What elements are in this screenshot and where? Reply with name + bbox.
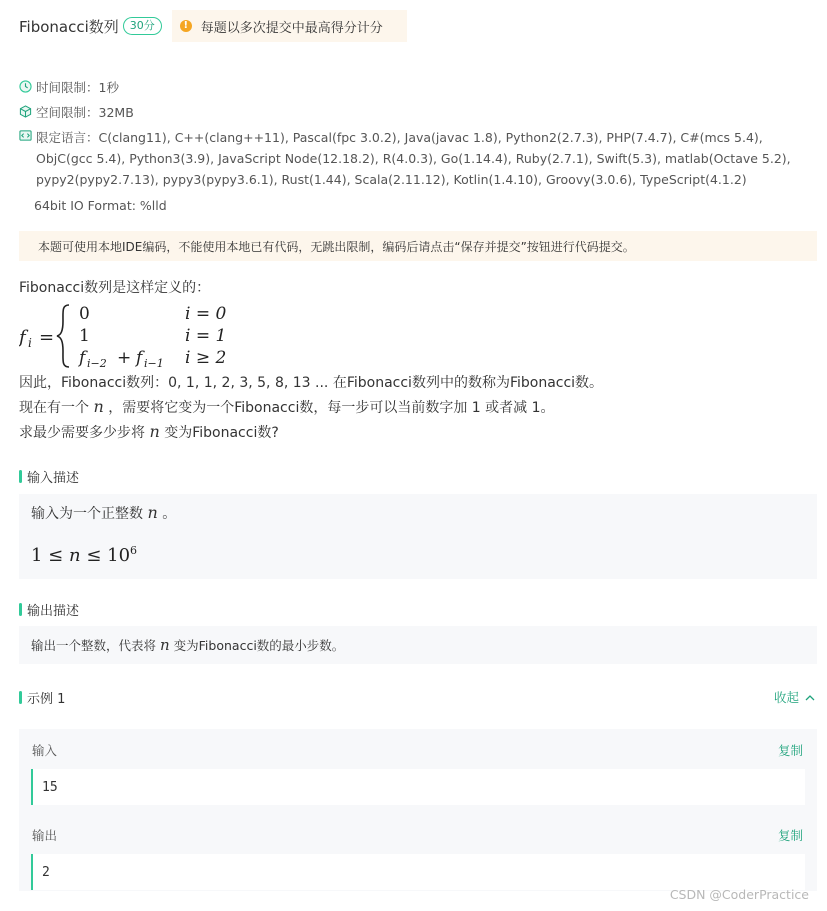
space-limit-text: 空间限制：32MB: [36, 105, 134, 120]
space-limit: [19, 103, 134, 121]
section-bar: [19, 470, 22, 483]
example-output-value: 2: [31, 854, 805, 890]
case1-condition: i = 0: [185, 304, 227, 324]
formula-eq: =: [39, 327, 55, 348]
problem-header: [10, 10, 407, 42]
time-limit: [19, 78, 119, 96]
clock-icon: [19, 80, 32, 93]
example-section-title: [19, 688, 65, 707]
output-section-label: 输出描述: [27, 604, 80, 619]
constraint-b: ≤ 10: [86, 545, 131, 566]
formula-brace: [57, 305, 69, 367]
case3-sub2: i−1: [144, 357, 164, 370]
input-text-a: 输入为一个正整数: [31, 506, 143, 522]
output-text-b: 变为Fibonacci数的最小步数。: [173, 638, 345, 653]
warning-icon: !: [180, 20, 192, 32]
input-text-b: 。: [162, 506, 177, 522]
collapse-button[interactable]: [774, 688, 815, 706]
case3-plus: +: [117, 348, 132, 368]
task-text-a: 现在有一个: [19, 400, 89, 416]
input-description-text: [31, 503, 176, 523]
language-limit-text: 限定语言：C(clang11), C++(clang++11), Pascal(fpc 3.0.2), Java(javac 1.8), Python2(2.7.3), PHP(7.4.7), C#(mcs 5.4), ObjC(gcc 5.4), Python3(3.9), JavaScript Node(12.18.2), R(4.0.3), Go(1.14.4), Ruby(2.7.1), Swift(5.3), matlab(Octave 5.2), pypy2(pypy2.7.13), pypy3(pypy3.6.1), Rust(1.44), Scala(2.11.12), Kotlin(1.4.10), Groovy(3.0.6), TypeScript(4.1.2): [36, 130, 791, 187]
chevron-up-icon: [805, 694, 815, 702]
case3-condition: i ≥ 2: [185, 348, 227, 368]
example-section-label: 示例 1: [27, 692, 66, 707]
input-constraint: [31, 544, 137, 566]
copy-output-button[interactable]: 复制: [777, 828, 803, 843]
problem-title: Fibonacci数列: [19, 17, 119, 36]
output-section-title: [19, 600, 79, 619]
formula-f: f: [19, 327, 26, 348]
code-icon: [19, 129, 32, 142]
description-question: [19, 422, 279, 442]
copy-input-button[interactable]: 复制: [777, 743, 803, 758]
var-n: n: [93, 397, 104, 416]
output-description-text: [31, 636, 344, 654]
question-text-b: 变为Fibonacci数?: [164, 425, 279, 441]
question-text-a: 求最少需要多少步将: [19, 425, 145, 441]
io-format: 64bit IO Format: %lld: [34, 198, 167, 213]
score-badge: 30分: [123, 17, 162, 35]
output-text-a: 输出一个整数，代表将: [31, 638, 157, 653]
input-section-title: [19, 467, 79, 486]
var-n: n: [149, 422, 160, 441]
ide-notice: 本题可使用本地IDE编码，不能使用本地已有代码，无跳出限制，编码后请点击“保存并提交”按钮进行代码提交。: [19, 231, 817, 261]
case2-value: 1: [79, 326, 90, 346]
input-section-label: 输入描述: [27, 471, 80, 486]
watermark: CSDN @CoderPractice: [669, 887, 809, 902]
case3-sub1: i−2: [87, 357, 107, 370]
case1-value: 0: [79, 304, 90, 324]
case2-condition: i = 1: [185, 326, 227, 346]
task-text-b: ，需要将它变为一个Fibonacci数，每一步可以当前数字加 1 或者减 1。: [108, 400, 555, 416]
constraint-exponent: 6: [130, 544, 138, 557]
collapse-label: 收起: [774, 690, 800, 705]
example-input-label: 输入: [32, 743, 58, 758]
example-input-value: 15: [31, 769, 805, 805]
cube-icon: [19, 105, 32, 118]
time-limit-text: 时间限制：1秒: [36, 80, 119, 95]
description-intro: Fibonacci数列是这样定义的：: [19, 280, 211, 296]
input-description-panel: [19, 494, 817, 579]
section-bar: [19, 691, 22, 704]
language-limit: [19, 127, 816, 190]
description-task: [19, 397, 555, 417]
output-description-panel: [19, 626, 817, 664]
example-output-label: 输出: [32, 828, 58, 843]
formula-i: i: [28, 336, 32, 350]
scoring-tip: [172, 10, 407, 42]
var-n: n: [69, 545, 81, 566]
scoring-tip-text: 每题以多次提交中最高得分计分: [200, 20, 383, 36]
var-n: n: [147, 503, 158, 522]
case3-f2: f: [136, 348, 143, 368]
constraint-a: 1 ≤: [31, 545, 64, 566]
case3-f1: f: [79, 348, 86, 368]
section-bar: [19, 603, 22, 616]
fibonacci-formula: [19, 301, 279, 371]
var-n: n: [160, 636, 170, 654]
description-sequence: 因此，Fibonacci数列：0, 1, 1, 2, 3, 5, 8, 13 ... 在Fibonacci数列中的数称为Fibonacci数。: [19, 375, 604, 391]
